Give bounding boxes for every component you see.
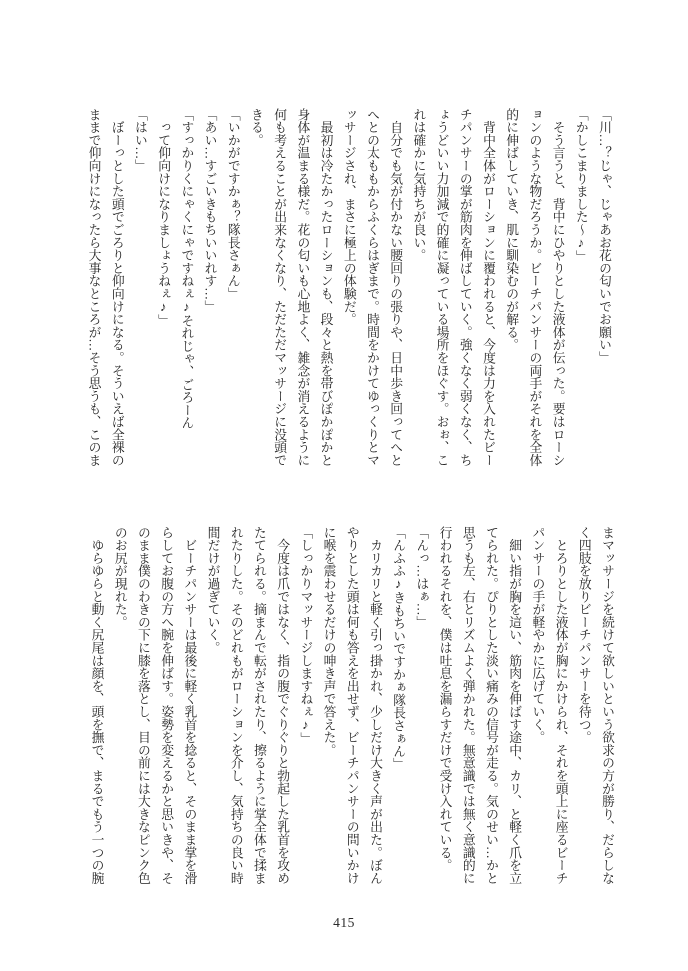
text-line: へとの太ももからふくらはぎまで。時間をかけてゆっくりとマ [364, 108, 379, 467]
text-line: ょうどいい力加減で的確に凝っている場所をほぐす。おぉ、こ [434, 108, 449, 467]
text-line: れは確かに気持ちが良い。 [411, 108, 426, 262]
text-line: ッサージされ、まさに極上の体験だ。 [341, 108, 356, 326]
text-line: 身体が温まる様だ。花の匂いも心地よく、雑念が消えるように [295, 108, 310, 467]
text-line: 「いかがですかぁ？隊長さぁん」 [225, 108, 240, 300]
text-line: 「んっ…はぁ…」 [414, 526, 429, 629]
text-line: 背中全体がローションに覆われると、今度は力を入れたビー [480, 108, 495, 467]
text-line: ぼーっとした頭でごろりと仰向けになる。そういえば全裸の [109, 108, 124, 467]
text-line: とろりとした液体が胸にかけられ、それを頭上に座るビーチ [553, 526, 568, 885]
text-line: チパンサーの掌が筋肉を伸ばしていく。強くなく弱くなく、ち [457, 108, 472, 467]
text-line: れたりした。そのどれもがローションを介し、気持ちの良い時 [228, 526, 243, 885]
text-line: ョンのような物だろうか。ビーチパンサーの両手がそれを全体 [527, 108, 542, 467]
text-line: 細い指が胸を這い、筋肉を伸ばす途中、カリ、と軽く爪を立 [507, 526, 522, 885]
text-line: のお尻が現れた。 [112, 526, 127, 629]
text-line: たてられる。摘まんで転がされたり、擦るように掌全体で揉ま [251, 526, 266, 885]
text-block-top [81, 108, 615, 466]
text-line: 行われるそれを、僕は吐息を漏らすだけで受け入れている。 [437, 526, 452, 872]
text-line: 自分でも気が付かない腰回りの張りや、日中歩き回ってへと [388, 108, 403, 467]
text-line: カリカリと軽く引っ掛かれ、少しだけ大きく声が出た。ぼん [367, 526, 382, 885]
text-line: 間だけが過ぎていく。 [205, 526, 220, 654]
text-line: のまま僕のわきの下に膝を落とし、目の前には大きなピンク色 [135, 526, 150, 885]
text-line: 的に伸ばしていき、肌に馴染むのが解る。 [504, 108, 519, 352]
page-number: 415 [333, 915, 355, 930]
text-line: 「すっかりくにゃくにゃですねぇ♪それじゃ、ごろーん [179, 108, 194, 430]
text-line: きる。 [248, 108, 263, 147]
text-line: って仰向けになりましょうねぇ♪」 [156, 108, 171, 327]
text-line: パンサーの手が軽やかに広げていく。 [530, 526, 545, 744]
text-line: 「川…？じゃ、じゃあお花の匂いでお願い」 [597, 108, 611, 364]
text-line: 今度は爪ではなく、指の腹でぐりぐりと勃起した乳首を攻め [275, 526, 290, 885]
text-line: らしてお腹の方へ腕を伸ばす。姿勢を変えるかと思いきや、そ [159, 526, 174, 885]
text-line: 思うも左、右とリズムよく弾かれた。無意識では無く意識的に [460, 526, 475, 885]
text-line: 「あい…すごいきもちいいれす…」 [202, 108, 217, 313]
text-line: ままで仰向けになったら大事なところが…そう思うも、このま [86, 108, 101, 467]
text-line: く四肢を放りビーチパンサーを待つ。 [576, 526, 591, 744]
text-line: 「しっかりマッサージしますねぇ♪」 [298, 526, 313, 745]
text-line: てられた。ぴりとした淡い痛みの信号が走る。気のせい…かと [483, 526, 498, 885]
text-line: 何も考えることが出来なくなり、ただただマッサージに没頭で [272, 108, 287, 467]
text-line: そう言うと、背中にひやりとした液体が伝った。要はローシ [550, 108, 565, 467]
text-line: に喉を震わせるだけの呻き声で答えた。 [321, 526, 336, 757]
text-line: やりとした頭は何も答えを出せず、ビーチパンサーの問いかけ [344, 526, 359, 885]
text-line: まマッサージを続けて欲しいという欲求の方が勝り、だらしな [600, 526, 614, 885]
text-line: 「はい…」 [132, 108, 147, 172]
text-line: 最初は冷たかったローションも、段々と熱を帯びぽかぽかと [318, 108, 333, 467]
text-line: 「んふふ♪きもちいですかぁ隊長さぁん」 [391, 526, 406, 771]
text-line: ビーチパンサーは最後に軽く乳首を捻ると、そのまま掌を滑 [182, 526, 197, 885]
text-line: 「かしこまりました～♪」 [573, 108, 588, 263]
text-line: ゆらゆらと動く尻尾は顔を、頭を撫で、まるでもう一つの腕 [89, 526, 104, 885]
text-block-bottom [84, 526, 618, 885]
